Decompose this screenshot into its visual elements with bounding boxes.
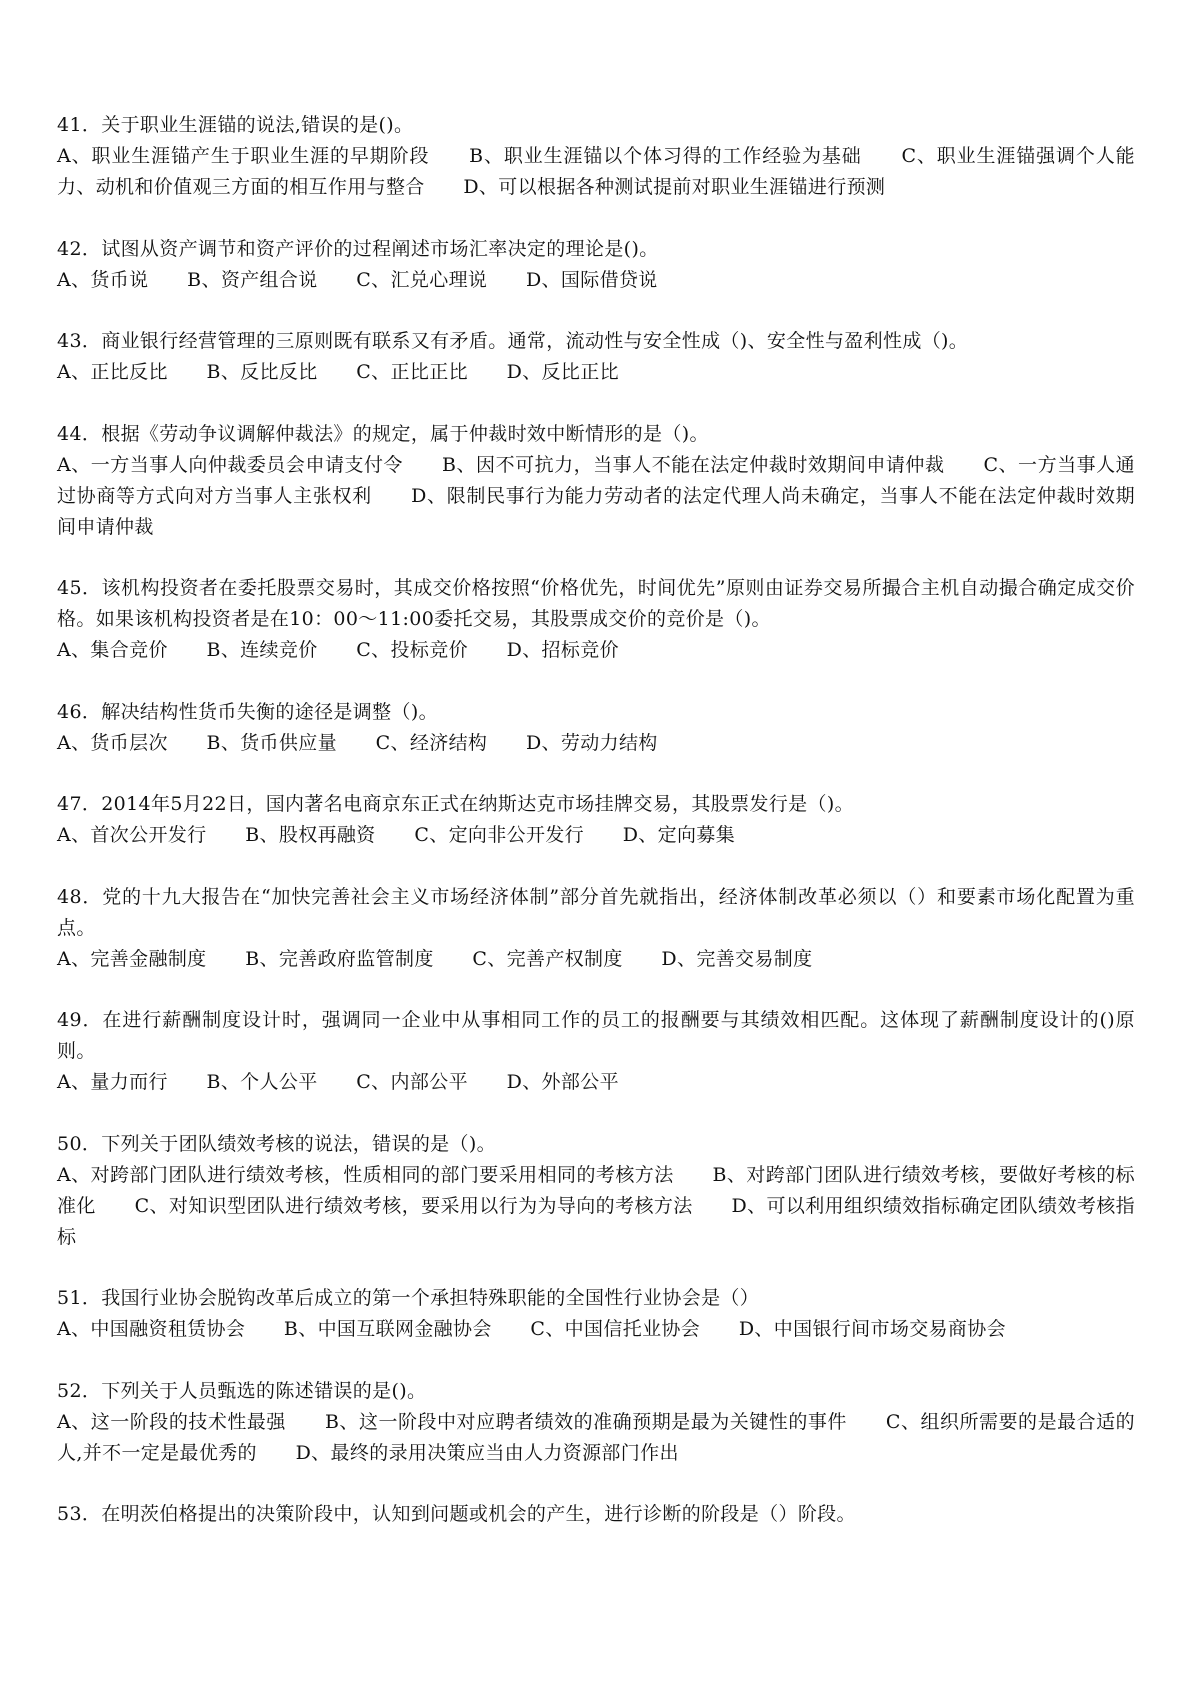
question-44 <box>57 419 1135 543</box>
question-stem: 44．根据《劳动争议调解仲裁法》的规定，属于仲裁时效中断情形的是（)。 <box>57 422 709 445</box>
question-options: A、中国融资租赁协会 B、中国互联网金融协会 C、中国信托业协会 D、中国银行间市场交易商协会 <box>57 1318 1006 1340</box>
question-stem: 46．解决结构性货币失衡的途径是调整（)。 <box>57 700 438 723</box>
question-48 <box>57 882 1135 975</box>
question-options: A、正比反比 B、反比反比 C、正比正比 D、反比正比 <box>57 361 619 383</box>
question-stem: 52．下列关于人员甄选的陈述错误的是()。 <box>57 1379 427 1402</box>
question-51 <box>57 1283 1135 1345</box>
question-stem: 42．试图从资产调节和资产评价的过程阐述市场汇率决定的理论是()。 <box>57 237 659 260</box>
question-options: A、这一阶段的技术性最强 B、这一阶段中对应聘者绩效的准确预期是最为关键性的事件 C、组织所需要的是最合适的人,并不一定是最优秀的 D、最终的录用决策应当由人力资源部门作出 <box>57 1410 1135 1464</box>
question-options: A、货币说 B、资产组合说 C、汇兑心理说 D、国际借贷说 <box>57 268 658 291</box>
question-stem: 47．2014年5月22日，国内著名电商京东正式在纳斯达克市场挂牌交易，其股票发行是（)。 <box>57 793 854 815</box>
question-options: A、一方当事人向仲裁委员会申请支付令 B、因不可抗力，当事人不能在法定仲裁时效期间申请仲裁 C、一方当事人通过协商等方式向对方当事人主张权利 D、限制民事行为能力劳动者的法定代理人尚未确定，当事人不能在法定仲裁时效期间申请仲裁 <box>57 453 1135 538</box>
question-stem: 51．我国行业协会脱钩改革后成立的第一个承担特殊职能的全国性行业协会是（） <box>57 1287 760 1309</box>
question-stem: 48．党的十九大报告在“加快完善社会主义市场经济体制”部分首先就指出，经济体制改革必须以（）和要素市场化配置为重点。 <box>57 885 1135 939</box>
question-stem: 49．在进行薪酬制度设计时，强调同一企业中从事相同工作的员工的报酬要与其绩效相匹配。这体现了薪酬制度设计的()原则。 <box>57 1009 1135 1062</box>
question-41 <box>57 110 1135 203</box>
question-options: A、集合竞价 B、连续竞价 C、投标竞价 D、招标竞价 <box>57 639 619 661</box>
question-options: A、货币层次 B、货币供应量 C、经济结构 D、劳动力结构 <box>57 731 658 754</box>
question-stem: 53．在明茨伯格提出的决策阶段中，认知到问题或机会的产生，进行诊断的阶段是（）阶段。 <box>57 1503 856 1525</box>
question-stem: 50．下列关于团队绩效考核的说法，错误的是（)。 <box>57 1132 496 1155</box>
question-options: A、量力而行 B、个人公平 C、内部公平 D、外部公平 <box>57 1071 619 1093</box>
question-options: A、对跨部门团队进行绩效考核，性质相同的部门要采用相同的考核方法 B、对跨部门团队进行绩效考核，要做好考核的标准化 C、对知识型团队进行绩效考核，要采用以行为为导向的考核方法 D、可以利用组织绩效指标确定团队绩效考核指标 <box>57 1163 1135 1248</box>
question-options: A、首次公开发行 B、股权再融资 C、定向非公开发行 D、定向募集 <box>57 824 736 846</box>
question-50 <box>57 1129 1135 1253</box>
question-53 <box>57 1499 1135 1530</box>
question-52 <box>57 1376 1135 1469</box>
question-46 <box>57 697 1135 759</box>
question-options: A、完善金融制度 B、完善政府监管制度 C、完善产权制度 D、完善交易制度 <box>57 947 813 970</box>
question-stem: 41．关于职业生涯锚的说法,错误的是()。 <box>57 114 414 136</box>
question-stem: 45．该机构投资者在委托股票交易时，其成交价格按照“价格优先，时间优先”原则由证券交易所撮合主机自动撮合确定成交价格。如果该机构投资者是在10：00～11:00委托交易，其股票成交价的竞价是（)。 <box>57 577 1135 630</box>
question-options: A、职业生涯锚产生于职业生涯的早期阶段 B、职业生涯锚以个体习得的工作经验为基础 C、职业生涯锚强调个人能力、动机和价值观三方面的相互作用与整合 D、可以根据各种测试提前对职业生涯锚进行预测 <box>57 145 1135 198</box>
question-43 <box>57 326 1135 388</box>
question-42 <box>57 234 1135 296</box>
question-49 <box>57 1005 1135 1098</box>
question-stem: 43．商业银行经营管理的三原则既有联系又有矛盾。通常，流动性与安全性成（)、安全性与盈利性成（)。 <box>57 330 969 352</box>
question-47 <box>57 789 1135 851</box>
question-45 <box>57 573 1135 666</box>
